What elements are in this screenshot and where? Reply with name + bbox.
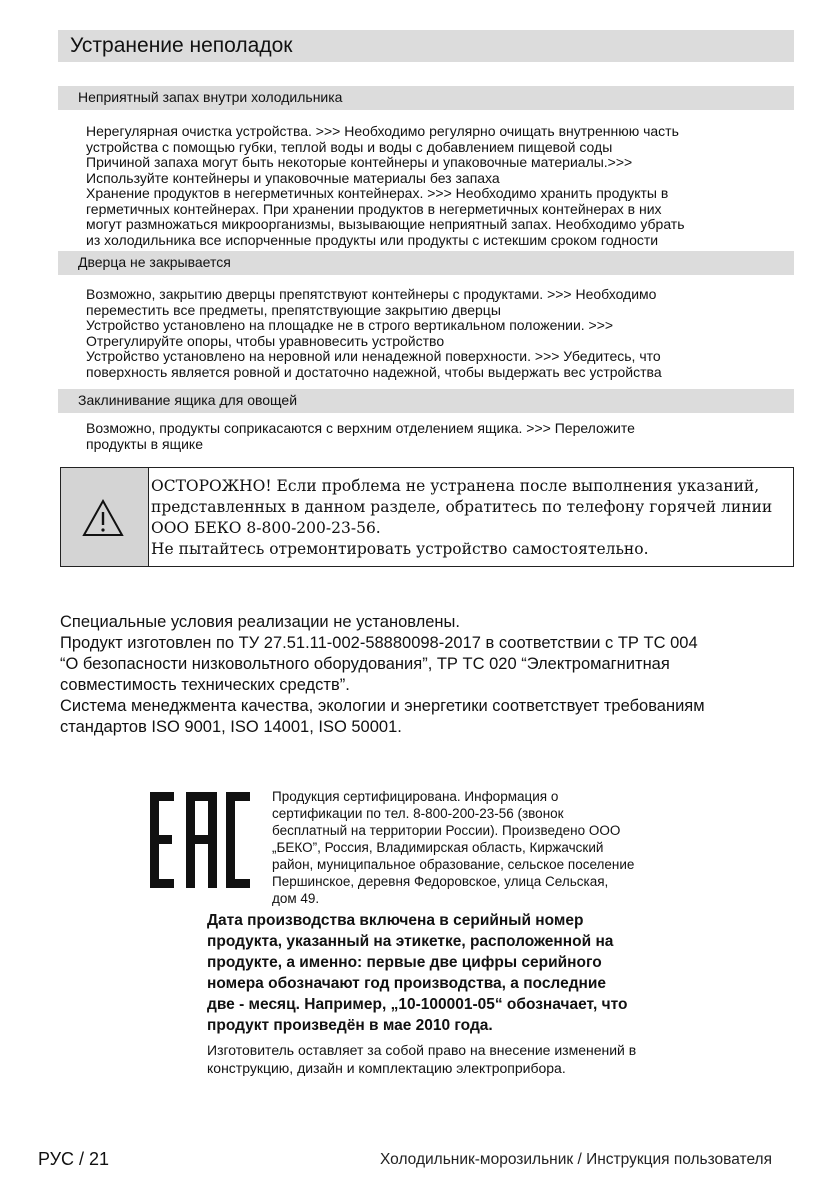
section-heading: Заклинивание ящика для овощей (78, 392, 298, 408)
text-line: устройства с помощью губки, теплой воды и воды с добавлением пищевой соды (86, 138, 613, 155)
text-line: стандартов ISO 9001, ISO 14001, ISO 50001. (60, 718, 402, 736)
text-line: бесплатный на территории России). Произведено ООО (272, 823, 621, 838)
warning-triangle-icon (81, 498, 125, 538)
text-line: Возможно, закрытию дверцы препятствуют контейнеры с продуктами. >>> Необходимо (86, 286, 657, 302)
text-line: продукте, а именно: первые две цифры серийного (207, 954, 602, 971)
text-line: продукты в ящике (86, 435, 203, 452)
text-line: Продукт изготовлен по ТУ 27.51.11-002-58880098-2017 в соответствии с ТР ТС 004 (60, 634, 698, 652)
document-title-footer: Холодильник-морозильник / Инструкция пользователя (380, 1151, 772, 1168)
warning-icon-cell (61, 468, 149, 566)
section-body-door (86, 287, 796, 380)
certification-text (272, 788, 712, 907)
section-heading: Неприятный запах внутри холодильника (78, 89, 343, 105)
warning-line: ООО БЕКО 8-800-200-23-56. (151, 519, 381, 537)
text-line: „БЕКО”, Россия, Владимирская область, Киржачский (272, 840, 604, 855)
section-body-drawer (86, 421, 796, 452)
text-line: Першинское, деревня Федоровское, улица Сельская, (272, 874, 609, 889)
text-line: переместить все предметы, препятствующие закрытию дверцы (86, 301, 501, 318)
section-heading-bar-odor (58, 86, 794, 110)
page-title: Устранение неполадок (70, 34, 293, 57)
section-heading-bar-drawer (58, 389, 794, 413)
text-line: конструкцию, дизайн и комплектацию электроприбора. (207, 1060, 566, 1076)
text-line: Специальные условия реализации не установлены. (60, 613, 460, 631)
warning-line: Не пытайтесь отремонтировать устройство самостоятельно. (151, 540, 649, 558)
sale-conditions (60, 612, 820, 738)
section-heading-bar-door (58, 251, 794, 275)
text-line: район, муниципальное образование, сельское поселение (272, 857, 635, 872)
section-body-odor (86, 124, 796, 248)
text-line: Продукция сертифицирована. Информация о (272, 789, 559, 804)
text-line: дом 49. (272, 891, 320, 906)
text-line: Устройство установлено на неровной или ненадежной поверхности. >>> Убедитесь, что (86, 348, 661, 364)
text-line: Используйте контейнеры и упаковочные материалы без запаха (86, 169, 500, 186)
text-line: Нерегулярная очистка устройства. >>> Необходимо регулярно очищать внутреннюю часть (86, 123, 679, 139)
warning-line: ОСТОРОЖНО! Если проблема не устранена после выполнения указаний, (151, 477, 760, 495)
text-line: Система менеджмента качества, экологии и энергетики соответствует требованиям (60, 697, 705, 715)
text-line: Дата производства включена в серийный номер (207, 912, 584, 929)
manufacturer-note (207, 1041, 727, 1077)
text-line: могут размножаться микроорганизмы, вызывающие неприятный запах. Необходимо убрать (86, 216, 685, 232)
section-heading: Дверца не закрывается (78, 254, 231, 270)
warning-text (151, 476, 791, 560)
page-number: РУС / 21 (38, 1149, 110, 1169)
text-line: герметичных контейнерах. При хранении продуктов в негерметичных контейнерах в них (86, 200, 662, 217)
text-line: из холодильника все испорченные продукты или продукты с истекшим сроком годности (86, 231, 659, 248)
text-line: продукта, указанный на этикетке, расположенной на (207, 933, 614, 950)
text-line: две - месяц. Например, „10-100001-05“ обозначает, что (207, 996, 628, 1013)
text-line: Причиной запаха могут быть некоторые контейнеры и упаковочные материалы.>>> (86, 154, 633, 170)
text-line: Отрегулируйте опоры, чтобы уравновесить устройство (86, 332, 445, 349)
text-line: сертификации по тел. 8-800-200-23-56 (звонок (272, 806, 564, 821)
text-line: Возможно, продукты соприкасаются с верхним отделением ящика. >>> Переложите (86, 420, 635, 436)
text-line: номера обозначают год производства, а последние (207, 975, 607, 992)
page-title-bar (58, 30, 794, 62)
text-line: Хранение продуктов в негерметичных контейнерах. >>> Необходимо хранить продукты в (86, 185, 669, 201)
warning-line: представленных в данном разделе, обратитесь по телефону горячей линии (151, 498, 773, 516)
text-line: продукт произведён в мае 2010 года. (207, 1017, 493, 1034)
eac-logo (150, 792, 250, 888)
production-date-note (207, 910, 727, 1036)
text-line: совместимость технических средств”. (60, 676, 350, 694)
text-line: “О безопасности низковольтного оборудования”, ТР ТС 020 “Электромагнитная (60, 655, 670, 673)
text-line: Устройство установлено на площадке не в строго вертикальном положении. >>> (86, 317, 614, 333)
warning-box (60, 467, 794, 567)
text-line: поверхность является ровной и достаточно надежной, чтобы выдержать вес устройства (86, 363, 662, 380)
text-line: Изготовитель оставляет за собой право на внесение изменений в (207, 1042, 637, 1058)
